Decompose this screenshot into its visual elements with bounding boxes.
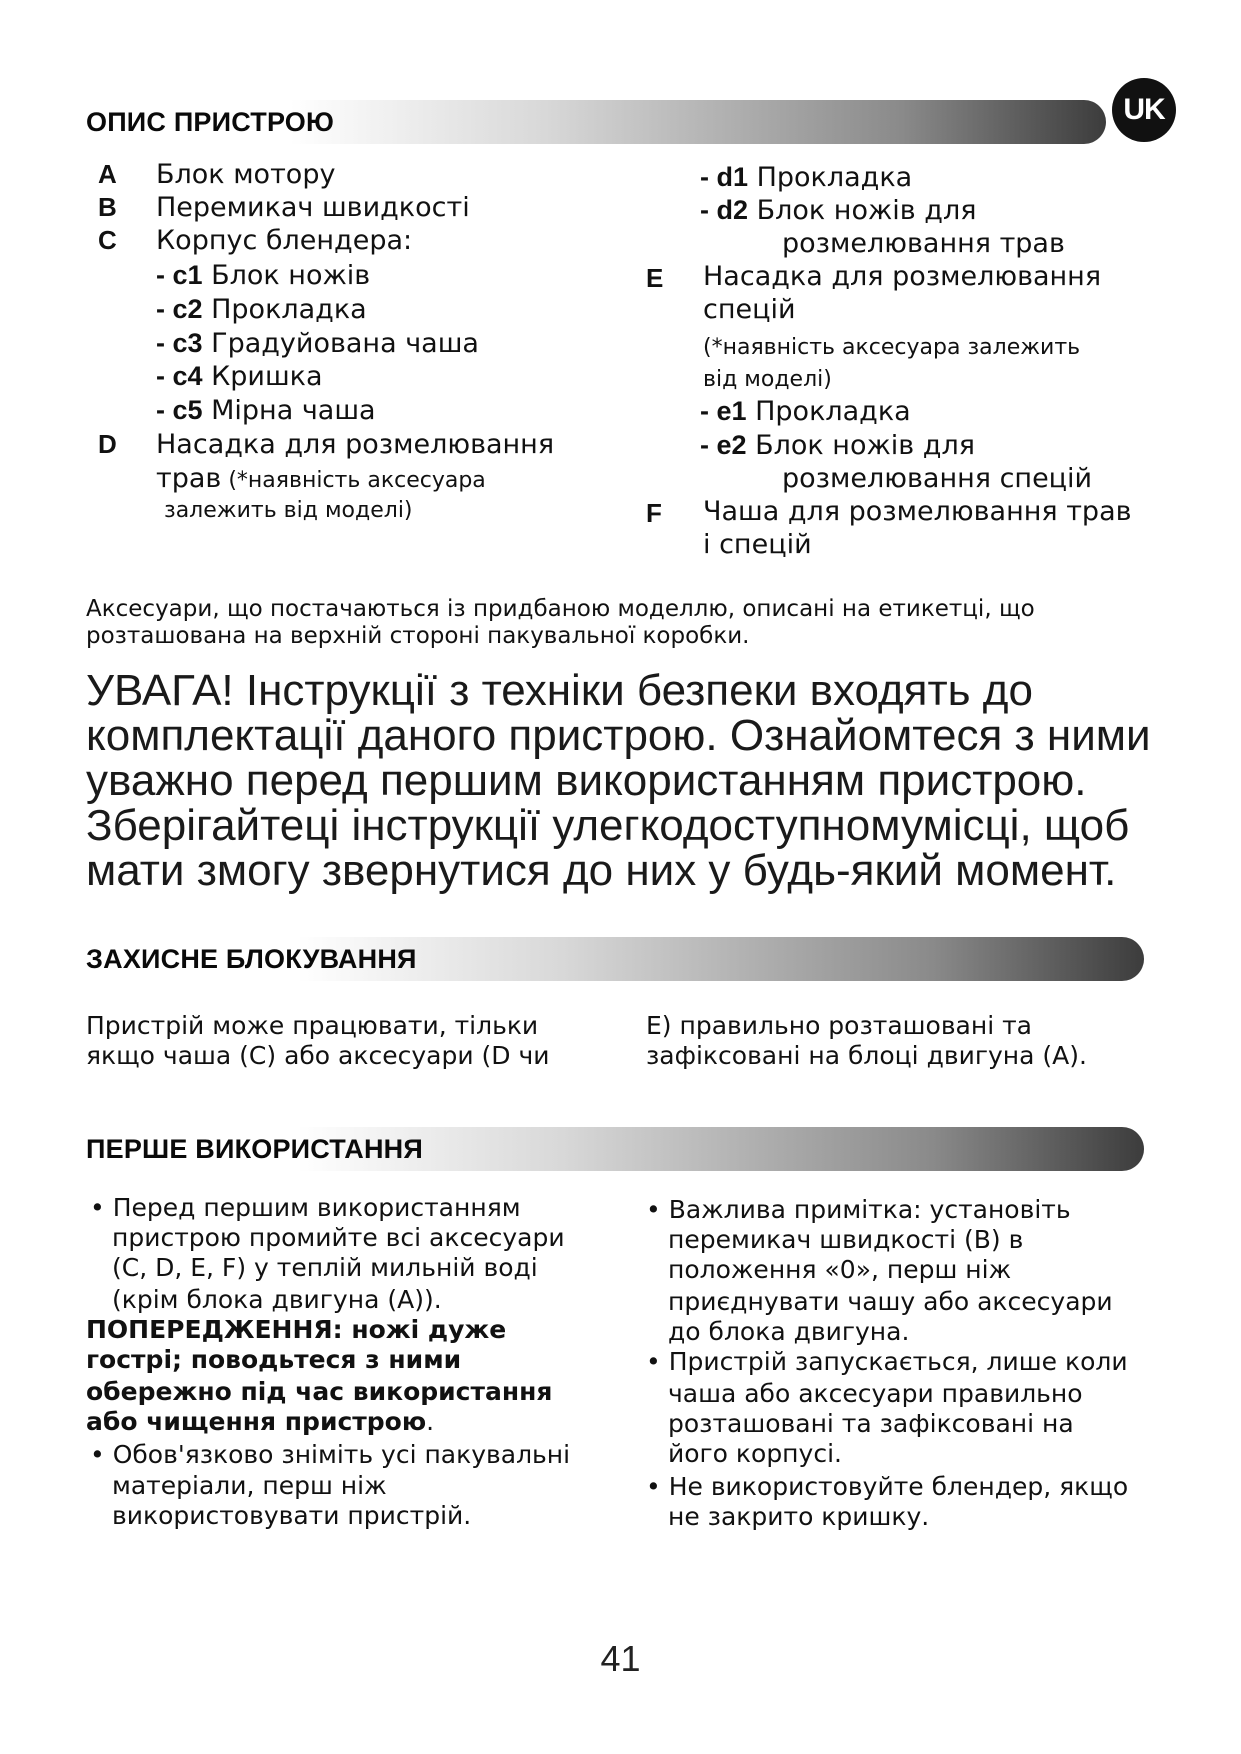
part-d-note2: залежить від моделі) [164,498,413,523]
first-use-warning-l8-bold: або чищення пристрою [86,1407,427,1436]
first-use-warning-l8-dot: . [426,1407,435,1436]
warning-line1: УВАГА! Інструкції з техніки безпеки входять до [86,666,1033,715]
warning-line2: комплектації даного пристрою. Ознайомтеся з ними [86,711,1151,760]
first-use-right-r8: розташовані та зафіксовані на [668,1409,1074,1438]
first-use-right-r4: приєднувати чашу або аксесуари [668,1287,1113,1316]
accessories-note-line1: Аксесуари, що постачаються із придбаною моделлю, описані на етикетці, що [86,596,1035,622]
first-use-right-r7: чаша або аксесуари правильно [668,1379,1083,1408]
part-e1 [700,395,911,428]
part-b: Перемикач швидкості [156,192,470,223]
part-text-d1: Прокладка [748,162,913,193]
part-letter-d: D [98,429,117,459]
lock-text-left2: якщо чаша (C) або аксесуари (D чи [86,1041,550,1070]
section-header-description [86,100,1106,144]
part-code-c1: - c1 [156,260,203,290]
part-d2 [700,194,976,227]
first-use-right-r5: до блока двигуна. [668,1317,910,1346]
part-e-note2: від моделі) [703,367,832,392]
first-use-warning-l7: обережно під час використання [86,1377,553,1406]
part-code-c5: - c5 [156,395,203,425]
part-c5 [156,394,376,427]
section-title-lock: ЗАХИСНЕ БЛОКУВАННЯ [86,944,417,974]
first-use-right-r2: перемикач швидкості (B) в [668,1225,1024,1254]
part-letter-b: B [98,192,117,222]
first-use-left-l4: (крім блока двигуна (A)). [112,1285,442,1314]
part-f: Чаша для розмелювання трав [703,496,1132,527]
part-text-c4: Кришка [202,361,323,392]
part-c: Корпус блендера: [156,225,413,256]
language-badge: UK [1112,78,1176,142]
warning-line5: мати змогу звернутися до них у будь-який момент. [86,846,1117,895]
part-d: Насадка для розмелювання [156,429,555,460]
part-code-d1: - d1 [700,162,749,192]
part-text-e2: Блок ножів для [746,430,975,461]
part-text-c2: Прокладка [202,294,367,325]
safety-warning [86,668,1206,893]
part-e-line2: спецій [703,294,796,325]
part-c1 [156,259,370,292]
part-letter-f: F [646,498,662,528]
part-letter-a: A [98,159,117,189]
part-text-c5: Мірна чаша [202,395,376,426]
part-code-c2: - c2 [156,294,203,324]
warning-line4: Зберігайтеці інструкції улегкодоступномумісці, щоб [86,801,1130,850]
lock-text-right2: зафіксовані на блоці двигуна (A). [646,1041,1087,1070]
part-letter-e: E [646,263,664,293]
part-text-d2: Блок ножів для [748,195,977,226]
part-c2 [156,293,367,326]
part-code-c3: - c3 [156,328,203,358]
first-use-left-l10: матеріали, перш ніж [112,1471,387,1500]
first-use-left-l2: пристрою промийте всі аксесуари [112,1223,565,1252]
part-letter-c: C [98,225,117,255]
part-e2 [700,429,975,462]
part-text-c1: Блок ножів [202,260,371,291]
first-use-warning-l6: гострі; поводьтеся з ними [86,1345,462,1374]
lock-text-right1: E) правильно розташовані та [646,1011,1032,1040]
part-text-e1: Прокладка [746,396,911,427]
part-d-line2 [156,462,486,496]
first-use-left-l9: • Обов'язково зніміть усі пакувальні [90,1440,571,1469]
part-d1 [700,161,912,194]
warning-line3: уважно перед першим використанням пристрою. [86,756,1087,805]
first-use-left-l3: (C, D, E, F) у теплій мильній воді [112,1253,538,1282]
part-code-e2: - e2 [700,430,747,460]
part-d-note: (*наявність аксесуара [221,468,486,493]
first-use-warning-l5: ПОПЕРЕДЖЕННЯ: ножі дуже [86,1315,507,1344]
first-use-right-r6: • Пристрій запускається, лише коли [646,1347,1128,1376]
part-f-line2: і спецій [703,529,812,560]
part-c4 [156,360,323,393]
first-use-right-r9: його корпусі. [668,1439,842,1468]
accessories-note-line2: розташована на верхній стороні пакувальної коробки. [86,623,750,649]
part-code-e1: - e1 [700,396,747,426]
section-header-lock [86,937,1144,981]
first-use-warning-l8 [86,1407,434,1437]
part-text-c3: Градуйована чаша [202,328,479,359]
lock-text-left1: Пристрій може працювати, тільки [86,1011,539,1040]
section-title-description: ОПИС ПРИСТРОЮ [86,107,335,137]
part-a: Блок мотору [156,159,336,190]
part-d2-line2: розмелювання трав [782,228,1065,259]
part-code-d2: - d2 [700,195,749,225]
section-title-first-use: ПЕРШЕ ВИКОРИСТАННЯ [86,1134,423,1164]
first-use-right-r11: не закрито кришку. [668,1502,930,1531]
page-number: 41 [600,1638,641,1679]
part-c3 [156,327,479,360]
part-e: Насадка для розмелювання [703,261,1102,292]
part-d-text2: трав [156,463,222,494]
section-header-first-use [86,1127,1144,1171]
first-use-left-l1: • Перед першим використанням [90,1193,521,1222]
part-e2-line2: розмелювання спецій [782,463,1093,494]
first-use-right-r10: • Не використовуйте блендер, якщо [646,1472,1129,1501]
first-use-right-r1: • Важлива примітка: установіть [646,1195,1071,1224]
part-e-note: (*наявність аксесуара залежить [703,335,1081,360]
first-use-right-r3: положення «0», перш ніж [668,1255,1012,1284]
first-use-left-l11: використовувати пристрій. [112,1501,472,1530]
part-code-c4: - c4 [156,361,203,391]
